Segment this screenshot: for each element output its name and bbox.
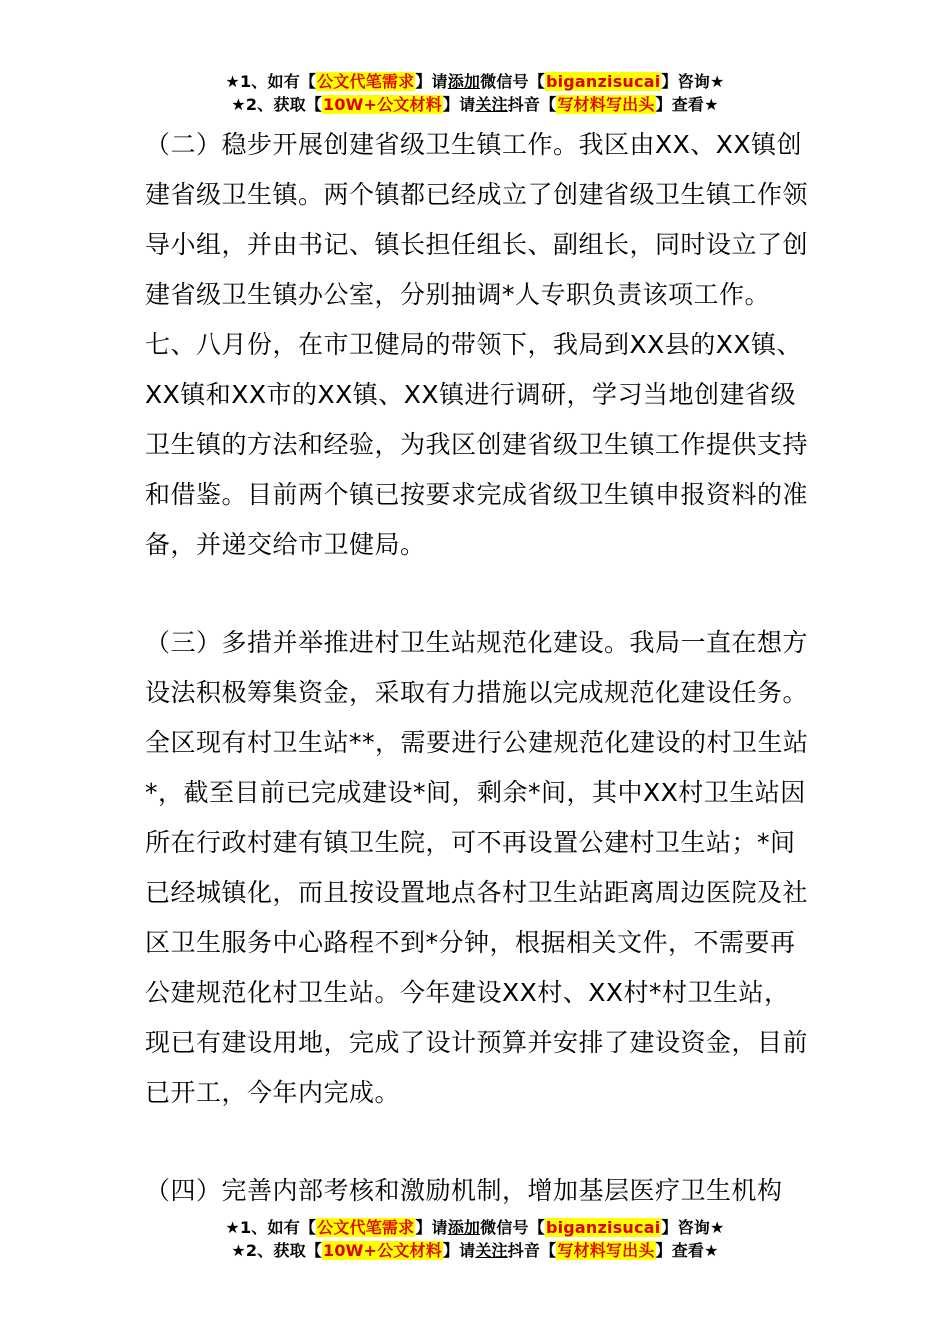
promo-text: 】请 <box>442 95 476 114</box>
section-2-block <box>145 120 810 570</box>
promo-banner-top <box>0 70 950 116</box>
highlight-wechat-id: biganzisucai <box>545 72 661 91</box>
paragraph-section-4: （四）完善内部考核和激励机制，增加基层医疗卫生机构 <box>145 1176 783 1205</box>
promo-text: 微信号【 <box>480 72 545 91</box>
promo-line-2 <box>0 93 950 116</box>
promo-text: 抖音【 <box>507 1241 557 1260</box>
paragraph-section-2: （二）稳步开展创建省级卫生镇工作。我区由XX、XX镇创建省级卫生镇。两个镇都已经成立了创建省级卫生镇工作领导小组，并由书记、镇长担任组长、副组长，同时设立了创建省级卫生镇办公室，分别抽调*人专职负责该项工作。七、八月份，在市卫健局的带领下，我局到XX县的XX镇、XX镇和XX市的XX镇、XX镇进行调研，学习当地创建省级卫生镇的方法和经验，为我区创建省级卫生镇工作提供支持和借鉴。目前两个镇已按要求完成省级卫生镇申报资料的准备，并递交给市卫健局。 <box>145 130 809 559</box>
highlight-service: 公文代笔需求 <box>317 1218 415 1237</box>
promo-text: ★1、如有【 <box>225 1218 317 1237</box>
promo-line-1 <box>0 1216 950 1239</box>
promo-text: 】查看★ <box>655 1241 719 1260</box>
section-3-block <box>145 618 810 1118</box>
promo-banner-bottom <box>0 1216 950 1262</box>
promo-underlined: 关注 <box>475 95 508 114</box>
promo-underlined: 添加 <box>447 1218 481 1237</box>
promo-text: 】请 <box>415 72 448 91</box>
highlight-douyin-id: 写材料写出头 <box>557 1241 655 1260</box>
highlight-wechat-id: biganzisucai <box>545 1218 661 1237</box>
promo-text: ★2、获取【 <box>231 1241 322 1260</box>
promo-text: 】查看★ <box>655 95 719 114</box>
promo-text: 微信号【 <box>480 1218 545 1237</box>
promo-text: 】请 <box>415 1218 448 1237</box>
promo-text: 】请 <box>442 1241 476 1260</box>
promo-line-1 <box>0 70 950 93</box>
promo-text: ★1、如有【 <box>225 72 317 91</box>
section-4-block <box>145 1166 810 1216</box>
promo-text: 】咨询★ <box>661 72 725 91</box>
highlight-materials: 10W+公文材料 <box>322 95 442 114</box>
paragraph-section-3: （三）多措并举推进村卫生站规范化建设。我局一直在想方设法积极筹集资金，采取有力措施以完成规范化建设任务。全区现有村卫生站**，需要进行公建规范化建设的村卫生站*，截至目前已完成建设*间，剩余*间，其中XX村卫生站因所在行政村建有镇卫生院，可不再设置公建村卫生站；*间已经城镇化，而且按设置地点各村卫生站距离周边医院及社区卫生服务中心路程不到*分钟，根据相关文件，不需要再公建规范化村卫生站。今年建设XX村、XX村*村卫生站，现已有建设用地，完成了设计预算并安排了建设资金，目前已开工，今年内完成。 <box>145 628 809 1107</box>
promo-text: 】咨询★ <box>661 1218 725 1237</box>
highlight-douyin-id: 写材料写出头 <box>557 95 655 114</box>
promo-underlined: 关注 <box>475 1241 508 1260</box>
highlight-service: 公文代笔需求 <box>317 72 415 91</box>
promo-line-2 <box>0 1239 950 1262</box>
promo-text: 抖音【 <box>507 95 557 114</box>
promo-underlined: 添加 <box>447 72 481 91</box>
promo-text: ★2、获取【 <box>231 95 322 114</box>
highlight-materials: 10W+公文材料 <box>322 1241 442 1260</box>
